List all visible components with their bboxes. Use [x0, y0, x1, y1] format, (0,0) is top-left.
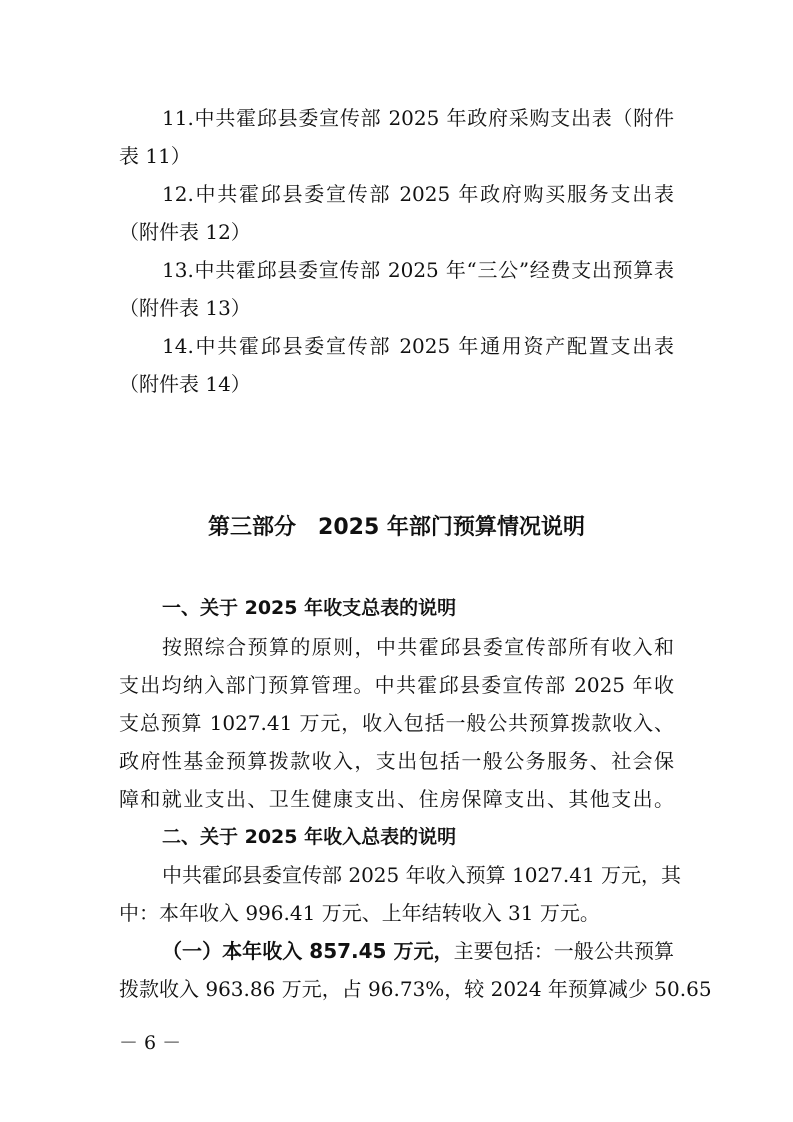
attachment-12-line1: 12.中共霍邱县委宣传部 2025 年政府购买服务支出表: [162, 182, 674, 206]
section1-line-5: 障和就业支出、卫生健康支出、住房保障支出、其他支出。: [119, 787, 674, 811]
section1-heading: 一、关于 2025 年收支总表的说明: [162, 597, 457, 619]
attachment-12-line2: （附件表 12）: [119, 220, 251, 244]
section1-line-3: 支总预算 1027.41 万元，收入包括一般公共预算拨款收入、: [119, 711, 674, 735]
attachment-14-line1: 14.中共霍邱县委宣传部 2025 年通用资产配置支出表: [162, 334, 674, 358]
subsection1-line: [162, 937, 674, 965]
section2-line-2: 中：本年收入 996.41 万元、上年结转收入 31 万元。: [119, 901, 600, 925]
attachment-14-line2: （附件表 14）: [119, 372, 251, 396]
section1-line-1: 按照综合预算的原则，中共霍邱县委宣传部所有收入和: [162, 635, 674, 659]
subsection1-bold-label: （一）本年收入 857.45 万元，: [162, 939, 454, 963]
attachment-13-line1: 13.中共霍邱县委宣传部 2025 年“三公”经费支出预算表: [162, 258, 674, 282]
section1-line-2: 支出均纳入部门预算管理。中共霍邱县委宣传部 2025 年收: [119, 673, 674, 697]
attachment-11-line2: 表 11）: [119, 144, 191, 168]
section2-heading: 二、关于 2025 年收入总表的说明: [162, 826, 457, 848]
section1-line-4: 政府性基金预算拨款收入，支出包括一般公务服务、社会保: [119, 749, 674, 773]
section-title: 第三部分 2025 年部门预算情况说明: [208, 515, 585, 540]
page-number: － 6 －: [119, 1032, 182, 1054]
section2-last-line: 拨款收入 963.86 万元，占 96.73%，较 2024 年预算减少 50.65: [119, 977, 712, 1001]
attachment-13-line2: （附件表 13）: [119, 296, 251, 320]
attachment-11-line1: 11.中共霍邱县委宣传部 2025 年政府采购支出表（附件: [162, 106, 674, 130]
section2-line-1: 中共霍邱县委宣传部 2025 年收入预算 1027.41 万元，其: [162, 863, 682, 887]
subsection1-text: 主要包括：一般公共预算: [453, 939, 674, 963]
